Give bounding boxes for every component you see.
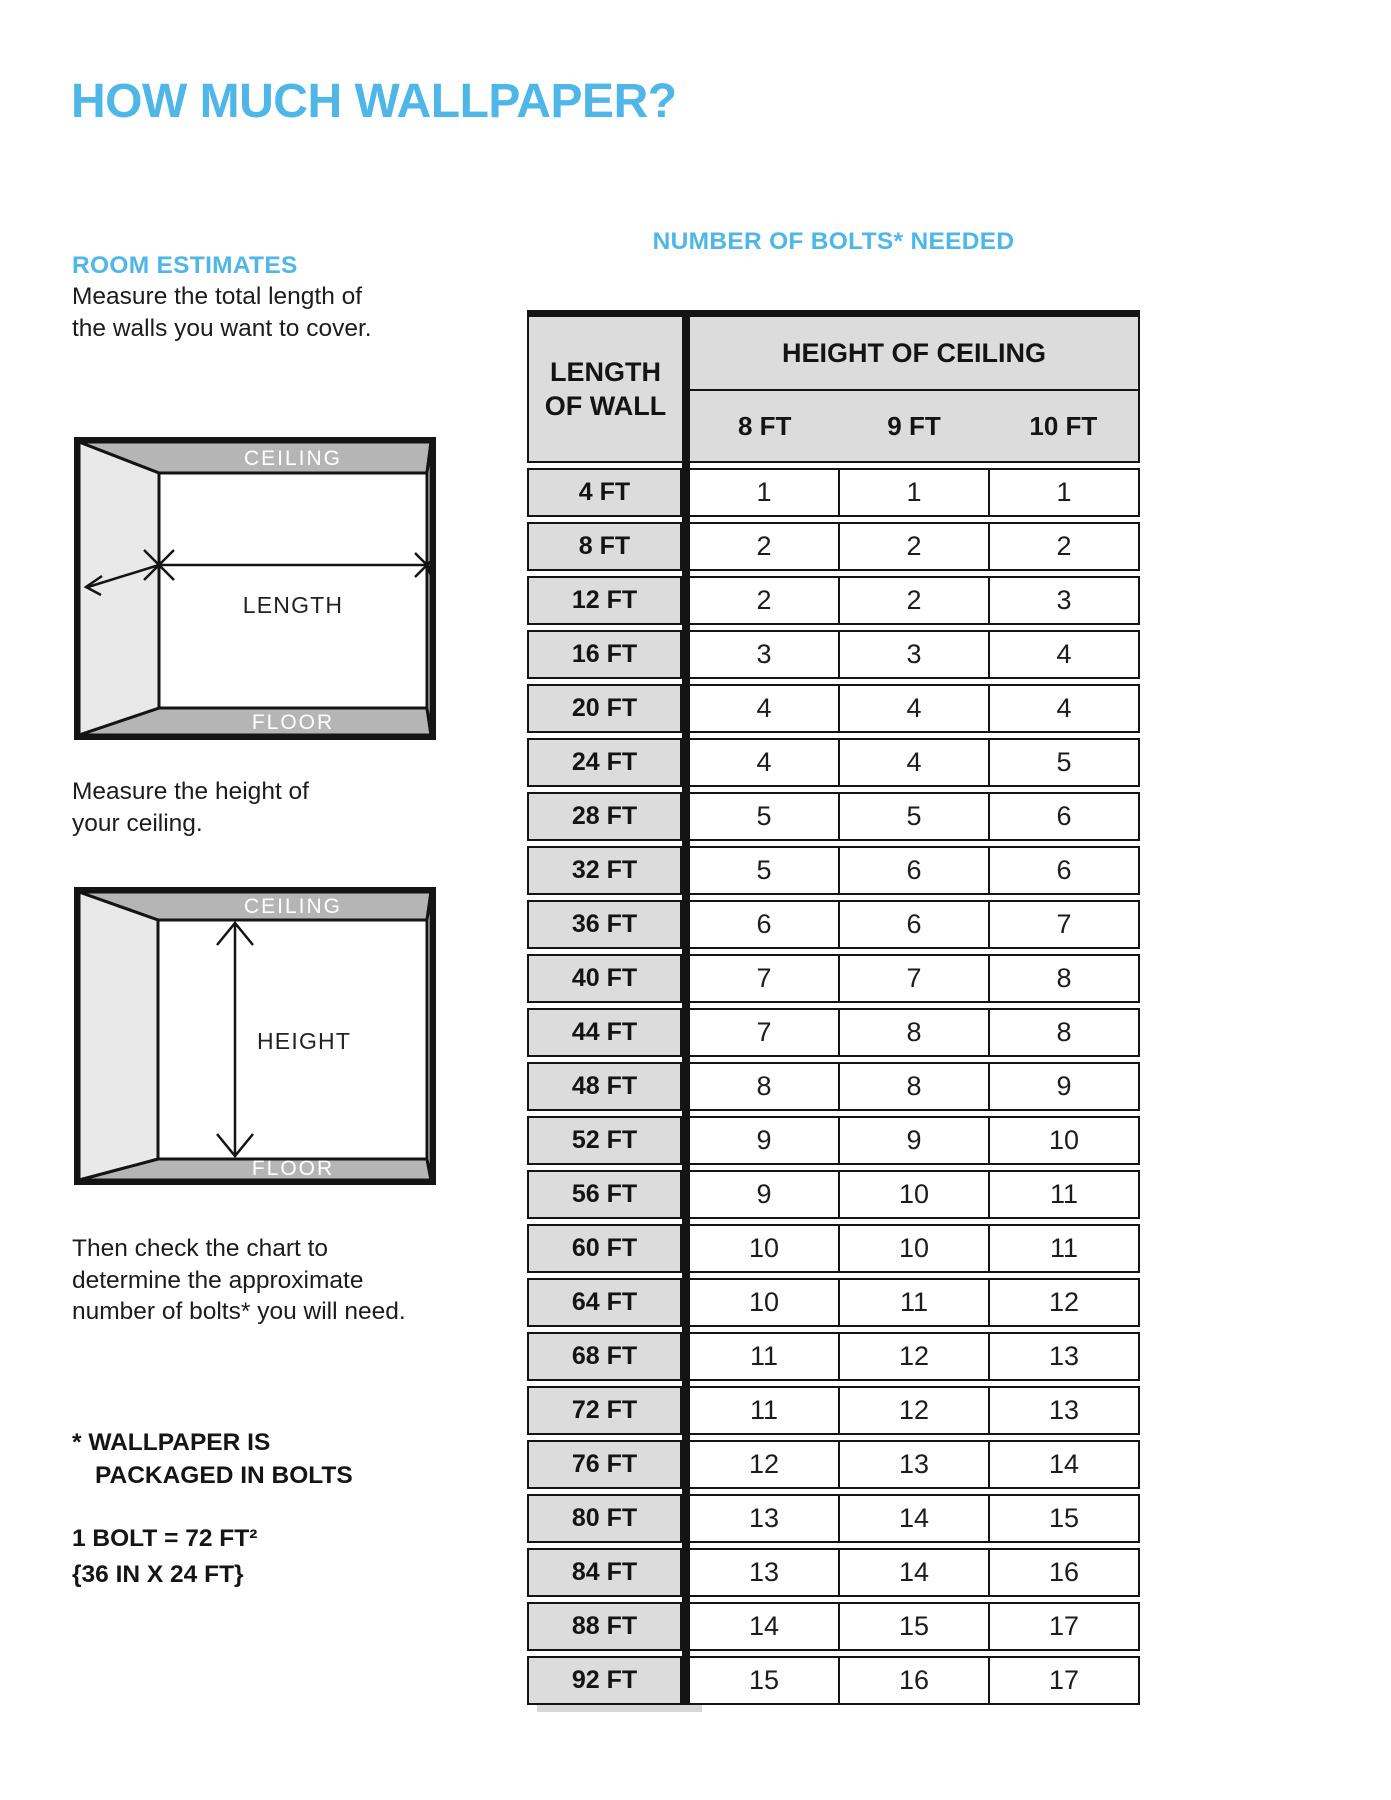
bolt-count-cell: 14 [840, 1548, 990, 1597]
bolt-count-cell: 4 [990, 630, 1140, 679]
table-top-border [527, 310, 1140, 317]
height-of-ceiling-header: HEIGHT OF CEILING [690, 317, 1140, 391]
row-label-wall-length: 36 FT [527, 900, 682, 949]
bolt-count-cell: 11 [990, 1224, 1140, 1273]
column-header-10ft: 10 FT [1029, 410, 1098, 441]
paragraph-line: determine the approximate [72, 1266, 364, 1294]
room-length-diagram [74, 437, 436, 740]
wallpaper-bolts-footnote [72, 1426, 353, 1492]
row-label-wall-length: 68 FT [527, 1332, 682, 1381]
bolt-count-cell: 2 [840, 522, 990, 571]
floor-label: FLOOR [251, 711, 335, 734]
table-row [527, 1440, 1140, 1489]
bolt-count-cell: 8 [840, 1008, 990, 1057]
bolt-count-cell: 1 [690, 468, 840, 517]
bolt-count-cell: 1 [840, 468, 990, 517]
row-label-wall-length: 64 FT [527, 1278, 682, 1327]
table-row [527, 1008, 1140, 1057]
row-label-wall-length: 44 FT [527, 1008, 682, 1057]
bolt-count-cell: 10 [840, 1170, 990, 1219]
bolt-count-cell: 11 [990, 1170, 1140, 1219]
header-line: LENGTH [550, 357, 661, 387]
bolt-count-cell: 17 [990, 1656, 1140, 1705]
left-wall [79, 892, 158, 1180]
section-heading-room-estimates: ROOM ESTIMATES [72, 252, 298, 279]
bolt-count-cell: 5 [690, 846, 840, 895]
row-label-wall-length: 12 FT [527, 576, 682, 625]
bolt-count-cell: 13 [990, 1386, 1140, 1435]
bolt-count-cell: 6 [990, 792, 1140, 841]
table-row [527, 1278, 1140, 1327]
table-row [527, 1602, 1140, 1651]
height-label: HEIGHT [257, 1028, 352, 1054]
bolt-count-cell: 14 [840, 1494, 990, 1543]
page-title: HOW MUCH WALLPAPER? [71, 75, 677, 128]
footnote-line: PACKAGED IN BOLTS [95, 1462, 353, 1489]
table-row [527, 1224, 1140, 1273]
row-label-wall-length: 4 FT [527, 468, 682, 517]
bolt-count-cell: 9 [840, 1116, 990, 1165]
bolt-count-cell: 2 [990, 522, 1140, 571]
bolt-count-cell: 4 [990, 684, 1140, 733]
bolt-count-cell: 8 [690, 1062, 840, 1111]
bolt-count-cell: 12 [840, 1386, 990, 1435]
paragraph-line: Then check the chart to [72, 1235, 329, 1262]
row-label-wall-length: 52 FT [527, 1116, 682, 1165]
paragraph-line: number of bolts* you will need. [72, 1298, 406, 1325]
bolt-count-cell: 9 [690, 1116, 840, 1165]
footnote-line: * WALLPAPER IS [72, 1429, 271, 1456]
bolt-count-cell: 6 [990, 846, 1140, 895]
table-row [527, 1062, 1140, 1111]
bolt-count-cell: 10 [990, 1116, 1140, 1165]
bolt-count-cell: 6 [690, 900, 840, 949]
ceiling-height-diagram [74, 887, 436, 1185]
bolt-size-note [72, 1521, 257, 1593]
table-row [527, 954, 1140, 1003]
bolt-count-cell: 9 [990, 1062, 1140, 1111]
row-label-wall-length: 24 FT [527, 738, 682, 787]
bolt-count-cell: 6 [840, 846, 990, 895]
bolt-count-cell: 15 [690, 1656, 840, 1705]
bolt-count-cell: 3 [840, 630, 990, 679]
paragraph-line: Measure the height of [72, 778, 309, 805]
bolt-count-cell: 15 [990, 1494, 1140, 1543]
table-row [527, 1386, 1140, 1435]
bolt-count-cell: 15 [840, 1602, 990, 1651]
row-label-wall-length: 32 FT [527, 846, 682, 895]
table-row [527, 1170, 1140, 1219]
ceiling-label: CEILING [243, 447, 343, 470]
table-row [527, 792, 1140, 841]
row-label-wall-length: 48 FT [527, 1062, 682, 1111]
table-row [527, 468, 1140, 517]
column-header-8ft: 8 FT [737, 410, 792, 441]
table-row [527, 522, 1140, 571]
bolt-count-cell: 7 [990, 900, 1140, 949]
bolt-count-cell: 13 [840, 1440, 990, 1489]
row-label-wall-length: 40 FT [527, 954, 682, 1003]
bolt-count-cell: 10 [690, 1278, 840, 1327]
header-line: OF WALL [544, 391, 667, 421]
table-row [527, 1548, 1140, 1597]
bolt-count-cell: 16 [990, 1548, 1140, 1597]
bolt-count-cell: 10 [690, 1224, 840, 1273]
note-line: 1 BOLT = 72 FT² [72, 1525, 258, 1552]
bolt-count-cell: 8 [990, 954, 1140, 1003]
row-label-wall-length: 80 FT [527, 1494, 682, 1543]
paragraph-line: the walls you want to cover. [72, 314, 372, 342]
note-line: {36 IN X 24 FT} [72, 1561, 244, 1588]
floor-label: FLOOR [251, 1157, 335, 1180]
bolt-count-cell: 4 [690, 738, 840, 787]
row-label-wall-length: 56 FT [527, 1170, 682, 1219]
bolt-count-cell: 2 [690, 576, 840, 625]
row-label-wall-length: 92 FT [527, 1656, 682, 1705]
length-label: LENGTH [242, 592, 344, 618]
bolt-count-cell: 14 [690, 1602, 840, 1651]
bolt-count-cell: 11 [690, 1332, 840, 1381]
paragraph-line: Measure the total length of [72, 283, 363, 310]
paragraph-check-chart [72, 1233, 406, 1328]
table-row [527, 684, 1140, 733]
row-label-wall-length: 72 FT [527, 1386, 682, 1435]
bolt-count-cell: 5 [690, 792, 840, 841]
row-label-wall-length: 76 FT [527, 1440, 682, 1489]
bolt-count-cell: 13 [990, 1332, 1140, 1381]
table-header [527, 317, 1140, 463]
bolt-count-cell: 12 [840, 1332, 990, 1381]
bolt-count-cell: 11 [840, 1278, 990, 1327]
table-row [527, 576, 1140, 625]
row-label-wall-length: 84 FT [527, 1548, 682, 1597]
table-row [527, 846, 1140, 895]
bolt-count-cell: 11 [690, 1386, 840, 1435]
table-row [527, 1656, 1140, 1705]
table-title: NUMBER OF BOLTS* NEEDED [652, 228, 1015, 255]
bolts-table [527, 310, 1140, 1705]
bolt-count-cell: 5 [990, 738, 1140, 787]
bolt-count-cell: 1 [990, 468, 1140, 517]
bolt-count-cell: 2 [840, 576, 990, 625]
bolt-count-cell: 7 [690, 954, 840, 1003]
bolt-count-cell: 12 [690, 1440, 840, 1489]
paragraph-measure-height [72, 776, 309, 839]
row-label-wall-length: 60 FT [527, 1224, 682, 1273]
bolt-count-cell: 16 [840, 1656, 990, 1705]
ceiling-label: CEILING [243, 895, 343, 918]
bolt-count-cell: 17 [990, 1602, 1140, 1651]
table-row [527, 630, 1140, 679]
table-row [527, 1116, 1140, 1165]
table-column-separator [682, 310, 690, 1705]
bolt-count-cell: 7 [840, 954, 990, 1003]
bolt-count-cell: 8 [840, 1062, 990, 1111]
paragraph-measure-length [72, 281, 372, 344]
bolt-count-cell: 9 [690, 1170, 840, 1219]
column-headers-row [690, 391, 1140, 463]
bolt-count-cell: 4 [840, 738, 990, 787]
table-row [527, 1332, 1140, 1381]
bolt-count-cell: 3 [690, 630, 840, 679]
table-shadow [537, 1705, 702, 1712]
bolt-count-cell: 10 [840, 1224, 990, 1273]
paragraph-line: your ceiling. [72, 809, 203, 837]
bolt-count-cell: 8 [990, 1008, 1140, 1057]
length-of-wall-header [527, 317, 682, 463]
table-row [527, 900, 1140, 949]
bolt-count-cell: 4 [690, 684, 840, 733]
table-row [527, 738, 1140, 787]
bolt-table-body [527, 463, 1140, 1705]
bolt-count-cell: 6 [840, 900, 990, 949]
row-label-wall-length: 16 FT [527, 630, 682, 679]
row-label-wall-length: 88 FT [527, 1602, 682, 1651]
bolt-count-cell: 13 [690, 1548, 840, 1597]
bolt-count-cell: 14 [990, 1440, 1140, 1489]
bolt-count-cell: 5 [840, 792, 990, 841]
row-label-wall-length: 28 FT [527, 792, 682, 841]
bolt-count-cell: 4 [840, 684, 990, 733]
row-label-wall-length: 8 FT [527, 522, 682, 571]
bolt-count-cell: 12 [990, 1278, 1140, 1327]
bolt-count-cell: 13 [690, 1494, 840, 1543]
bolt-count-cell: 3 [990, 576, 1140, 625]
row-label-wall-length: 20 FT [527, 684, 682, 733]
bolt-count-cell: 7 [690, 1008, 840, 1057]
table-row [527, 1494, 1140, 1543]
bolt-count-cell: 2 [690, 522, 840, 571]
column-header-9ft: 9 FT [887, 410, 941, 441]
